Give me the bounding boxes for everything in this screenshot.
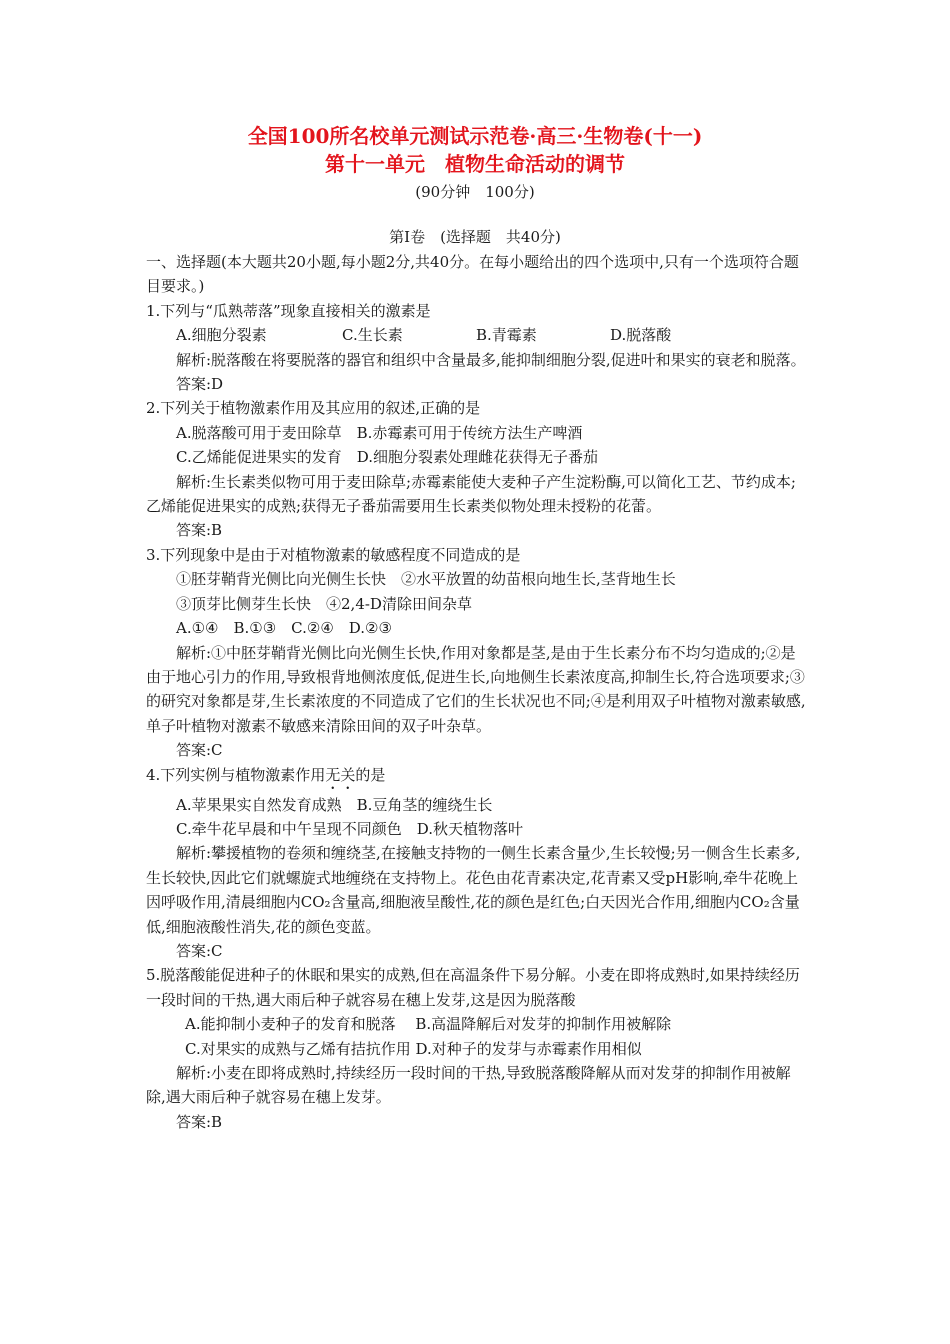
question-1-option-b: B.青霉素 xyxy=(476,326,537,345)
question-1-analysis: 解析:脱落酸在将要脱落的器官和组织中含量最多,能抑制细胞分裂,促进叶和果实的衰老和脱落。 xyxy=(176,350,806,369)
question-3-options: A.①④ B.①③ C.②④ D.②③ xyxy=(176,619,392,638)
question-1-option-a: A.细胞分裂素 xyxy=(176,326,267,345)
question-4-emphasis: 无关 xyxy=(325,765,356,784)
document-header xyxy=(0,122,950,204)
question-4-stem-after: 的是 xyxy=(355,765,386,784)
question-1-options xyxy=(146,323,810,347)
question-4-answer: 答案:C xyxy=(176,941,223,960)
question-3-statements-line-1: ①胚芽鞘背光侧比向光侧生长快 ②水平放置的幼苗根向地生长,茎背地生长 xyxy=(176,570,676,589)
question-5-analysis: 解析:小麦在即将成熟时,持续经历一段时间的干热,导致脱落酸降解从而对发芽的抑制作用被解除,遇大雨后种子就容易在穗上发芽。 xyxy=(146,1064,791,1107)
question-2-options-line-1: A.脱落酸可用于麦田除草 B.赤霉素可用于传统方法生产啤酒 xyxy=(176,423,583,442)
question-5-options-line-2: C.对果实的成熟与乙烯有拮抗作用 D.对种子的发芽与赤霉素作用相似 xyxy=(185,1039,642,1058)
question-3-stem: 3.下列现象中是由于对植物激素的敏感程度不同造成的是 xyxy=(146,545,521,564)
question-1-stem: 1.下列与“瓜熟蒂落”现象直接相关的激素是 xyxy=(146,301,431,320)
question-5-stem: 5.脱落酸能促进种子的休眠和果实的成熟,但在高温条件下易分解。小麦在即将成熟时,如果持续经历一段时间的干热,遇大雨后种子就容易在穗上发芽,这是因为脱落酸 xyxy=(146,966,800,1009)
question-4-stem-before: 4.下列实例与植物激素作用 xyxy=(146,765,326,784)
question-4-stem xyxy=(146,763,810,793)
question-2-answer: 答案:B xyxy=(176,521,223,540)
question-4-options-line-2: C.牵牛花早晨和中午呈现不同颜色 D.秋天植物落叶 xyxy=(176,819,523,838)
exam-title: 全国100所名校单元测试示范卷·高三·生物卷(十一) xyxy=(247,124,703,148)
question-2-stem: 2.下列关于植物激素作用及其应用的叙述,正确的是 xyxy=(146,399,481,418)
question-4-options-line-1: A.苹果果实自然发育成熟 B.豆角茎的缠绕生长 xyxy=(176,795,493,814)
question-4-analysis: 解析:攀援植物的卷须和缠绕茎,在接触支持物的一侧生长素含量少,生长较慢;另一侧含生长素多,生长较快,因此它们就螺旋式地缠绕在支持物上。花色由花青素决定,花青素又受pH影响,牵牛花晚上因呼吸作用,清晨细胞内CO₂含量高,细胞液呈酸性,花的颜色是红色;白天因光合作用,细胞内CO₂含量低,细胞液酸性消失,花的颜色变蓝。 xyxy=(146,844,801,936)
question-3-answer: 答案:C xyxy=(176,741,223,760)
question-5-options-line-1: A.能抑制小麦种子的发育和脱落 B.高温降解后对发芽的抑制作用被解除 xyxy=(185,1015,672,1034)
question-1-option-c: C.生长素 xyxy=(342,326,403,345)
unit-title: 第十一单元 植物生命活动的调节 xyxy=(325,152,625,176)
question-3-statements-line-2: ③顶芽比侧芽生长快 ④2,4-D清除田间杂草 xyxy=(176,594,472,613)
question-3-analysis: 解析:①中胚芽鞘背光侧比向光侧生长快,作用对象都是茎,是由于生长素分布不均匀造成的;②是由于地心引力的作用,导致根背地侧浓度低,促进生长,向地侧生长素浓度高,抑制生长,符合选项要求;③的研究对象都是芽,生长素浓度的不同造成了它们的生长状况也不同;④是利用双子叶植物对激素敏感,单子叶植物对激素不敏感来清除田间的双子叶杂草。 xyxy=(146,643,806,735)
instructions: 一、选择题(本大题共20小题,每小题2分,共40分。在每小题给出的四个选项中,只有一个选项符合题目要求。) xyxy=(146,253,799,296)
question-5-answer: 答案:B xyxy=(176,1112,223,1131)
question-2-analysis: 解析:生长素类似物可用于麦田除草;赤霉素能使大麦种子产生淀粉酶,可以简化工艺、节约成本;乙烯能促进果实的成熟;获得无子番茄需要用生长素类似物处理未授粉的花蕾。 xyxy=(146,472,796,516)
question-2-options-line-2: C.乙烯能促进果实的发育 D.细胞分裂素处理雌花获得无子番茄 xyxy=(176,448,598,467)
exam-meta: (90分钟 100分) xyxy=(415,183,535,201)
question-1-option-d: D.脱落酸 xyxy=(610,326,672,345)
question-list xyxy=(146,250,810,1134)
question-1-answer: 答案:D xyxy=(176,375,224,394)
section-title: 第Ⅰ卷 (选择题 共40分) xyxy=(389,228,561,246)
